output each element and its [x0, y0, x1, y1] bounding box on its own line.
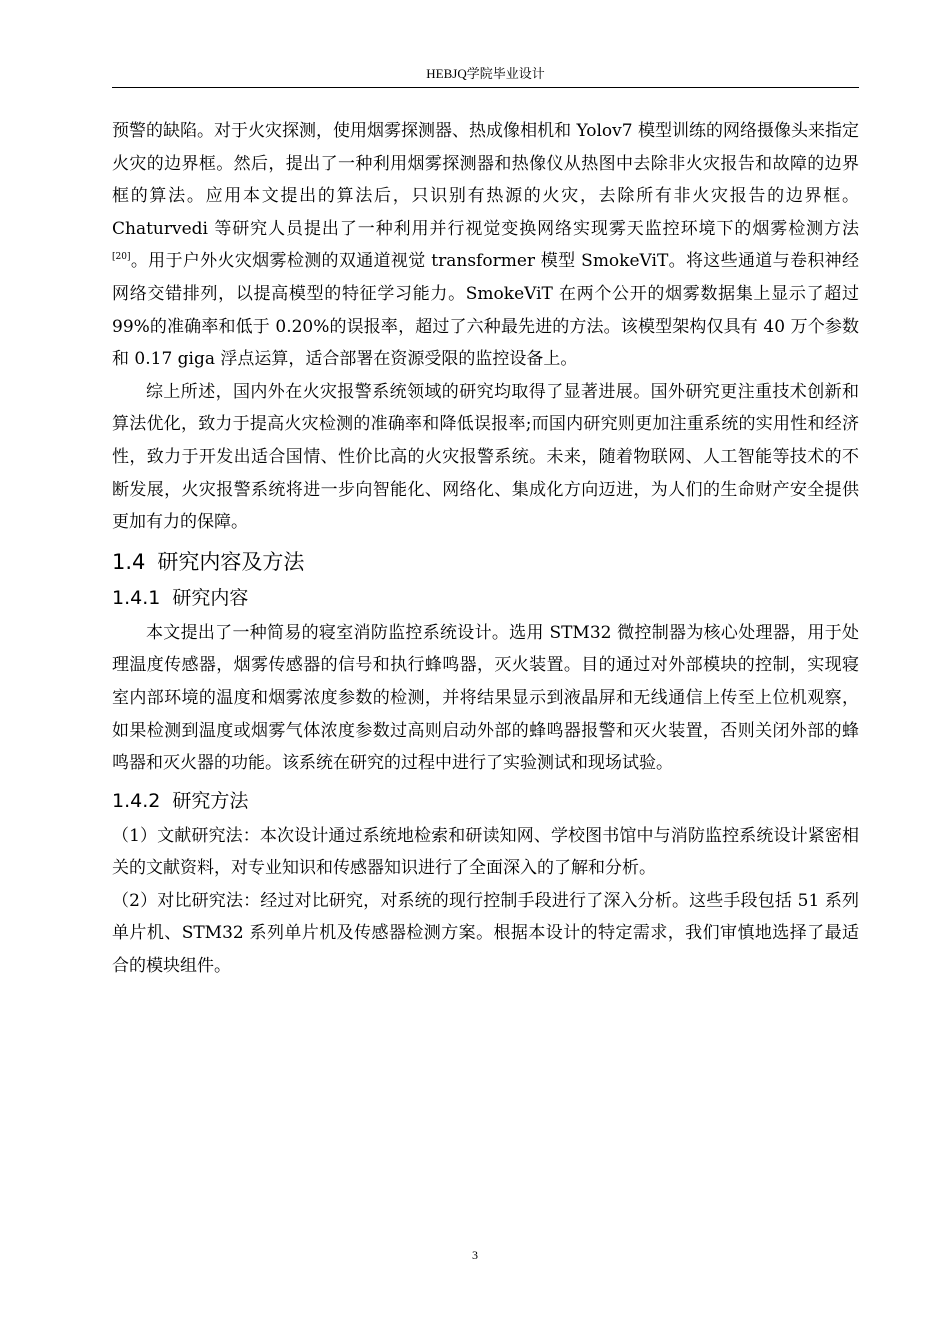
- section-heading-1-4-2: [112, 786, 859, 816]
- section-heading-1-4-1: [112, 583, 859, 613]
- paragraph-fire-detection: [112, 115, 859, 376]
- section-heading-1-4: [112, 547, 859, 577]
- section-title: 研究内容: [172, 586, 249, 609]
- section-title: 研究方法: [172, 789, 249, 812]
- list-item-comparison-method: （2）对比研究法：经过对比研究，对系统的现行控制手段进行了深入分析。这些手段包括 51 系列单片机、STM32 系列单片机及传感器检测方案。根据本设计的特定需求，我们审慎地选择了最适合的模块组件。: [112, 890, 859, 977]
- section-number: 1.4: [112, 549, 146, 574]
- document-body: [112, 115, 859, 983]
- paragraph-summary: 综上所述，国内外在火灾报警系统领域的研究均取得了显著进展。国外研究更注重技术创新和算法优化，致力于提高火灾检测的准确率和降低误报率;而国内研究则更加注重系统的实用性和经济性，致力于开发出适合国情、性价比高的火灾报警系统。未来，随着物联网、人工智能等技术的不断发展，火灾报警系统将进一步向智能化、网络化、集成化方向迈进，为人们的生命财产安全提供更加有力的保障。: [112, 381, 859, 533]
- citation-ref: [20]: [112, 252, 131, 263]
- page-number: 3: [472, 1248, 478, 1262]
- section-number: 1.4.2: [112, 789, 161, 812]
- page-header: HEBJQ学院毕业设计: [426, 66, 545, 81]
- paragraph-text: 预警的缺陷。对于火灾探测，使用烟雾探测器、热成像相机和 Yolov7 模型训练的网络摄像头来指定火灾的边界框。然后，提出了一种利用烟雾探测器和热像仪从热图中去除非火灾报告和故障的边界框的算法。应用本文提出的算法后，只识别有热源的火灾，去除所有非火灾报告的边界框。Chaturvedi 等研究人员提出了一种利用并行视觉变换网络实现雾天监控环境下的烟雾检测方法: [112, 121, 859, 239]
- section-title: 研究内容及方法: [157, 549, 305, 574]
- header-divider: [112, 87, 859, 88]
- list-item-literature-method: （1）文献研究法：本次设计通过系统地检索和研读知网、学校图书馆中与消防监控系统设计紧密相关的文献资料，对专业知识和传感器知识进行了全面深入的了解和分析。: [112, 825, 859, 879]
- section-number: 1.4.1: [112, 586, 161, 609]
- paragraph-text: 。用于户外火灾烟雾检测的双通道视觉 transformer 模型 SmokeViT。将这些通道与卷积神经网络交错排列，以提高模型的特征学习能力。SmokeViT 在两个公开的烟雾数据集上显示了超过 99%的准确率和低于 0.20%的误报率，超过了六种最先进的方法。该模型架构仅具有 40 万个参数和 0.17 giga 浮点运算，适合部署在资源受限的监控设备上。: [112, 251, 859, 370]
- paragraph-research-content: 本文提出了一种简易的寝室消防监控系统设计。选用 STM32 微控制器为核心处理器，用于处理温度传感器，烟雾传感器的信号和执行蜂鸣器，灭火装置。目的通过对外部模块的控制，实现寝室内部环境的温度和烟雾浓度参数的检测，并将结果显示到液晶屏和无线通信上传至上位机观察，如果检测到温度或烟雾气体浓度参数过高则启动外部的蜂鸣器报警和灭火装置，否则关闭外部的蜂鸣器和灭火器的功能。该系统在研究的过程中进行了实验测试和现场试验。: [112, 622, 859, 774]
